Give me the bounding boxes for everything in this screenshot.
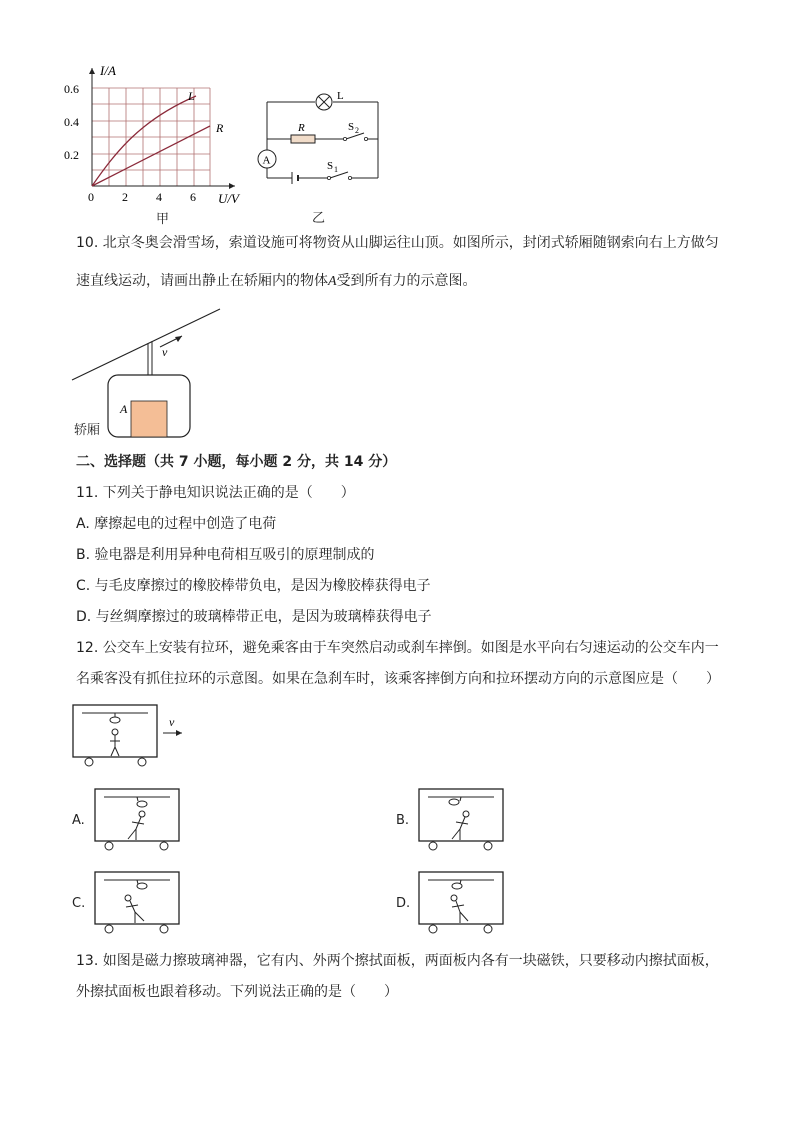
x-tick-2: 2 <box>122 190 128 204</box>
q12-line2: 名乘客没有抓住拉环的示意图。如果在急刹车时，该乘客摔倒方向和拉环摆动方向的示意图应是（ ） <box>76 671 720 687</box>
curve-L-label: L <box>188 89 195 103</box>
figure-yi-caption: 乙 <box>312 211 326 226</box>
q11-option-d: D. 与丝绸摩擦过的玻璃棒带正电，是因为玻璃棒获得电子 <box>76 609 432 625</box>
object-a-block <box>131 401 167 437</box>
lamp-label: L <box>337 90 344 102</box>
q10-figure <box>70 305 230 440</box>
x-axis-arrow <box>229 183 235 189</box>
bus-moving-right <box>70 700 190 772</box>
resistor-icon <box>291 135 315 143</box>
x-tick-6: 6 <box>190 190 196 204</box>
q12-option-c-figure[interactable] <box>92 869 184 939</box>
iu-graph <box>60 58 250 228</box>
y-tick-0.4: 0.4 <box>64 115 79 129</box>
line-R <box>92 126 210 186</box>
switch1-sub: 1 <box>334 165 338 174</box>
q11-option-c: C. 与毛皮摩擦过的橡胶棒带负电，是因为橡胶棒获得电子 <box>76 578 431 594</box>
curve-R-label: R <box>216 121 224 135</box>
q10-line2 <box>76 271 477 292</box>
ammeter-label: A <box>262 154 271 167</box>
figure-yi <box>250 84 390 228</box>
q11-stem: 11. 下列关于静电知识说法正确的是（ ） <box>76 485 355 501</box>
q10-line2-obj: A <box>328 274 337 289</box>
q12-option-a-label[interactable]: A. <box>72 813 85 828</box>
switch2-sub: 2 <box>355 126 359 135</box>
q10-line2-a: 速直线运动，请画出静止在轿厢内的物体 <box>76 273 328 289</box>
y-tick-0.6: 0.6 <box>64 82 79 96</box>
q13-line2: 外擦拭面板也跟着移动。下列说法正确的是（ ） <box>76 984 398 1000</box>
object-a-label: A <box>120 402 128 416</box>
q12-option-d-figure[interactable] <box>416 869 508 939</box>
steel-cable <box>72 309 220 380</box>
y-axis-label: I/A <box>100 63 116 78</box>
x-tick-0: 0 <box>88 190 94 204</box>
q12-line1: 12. 公交车上安装有拉环，避免乘客由于车突然启动或刹车摔倒。如图是水平向右匀速运动的公交车内一 <box>76 640 719 656</box>
figure-jia <box>60 58 250 228</box>
x-axis-label: U/V <box>218 191 239 206</box>
switch2-label: S <box>348 121 355 133</box>
x-tick-4: 4 <box>156 190 162 204</box>
bus-velocity-label: v <box>169 715 175 729</box>
figure-jia-caption: 甲 <box>156 212 170 227</box>
bus-velocity-arrow <box>176 730 182 736</box>
q12-option-b-label[interactable]: B. <box>396 813 410 828</box>
q10-line1: 10. 北京冬奥会滑雪场，索道设施可将物资从山脚运往山顶。如图所示，封闭式轿厢随钢索向右上方做匀 <box>76 235 719 251</box>
q12-option-c-label[interactable]: C. <box>72 896 86 911</box>
velocity-label: v <box>162 345 168 359</box>
cabin-label: 轿厢 <box>74 423 101 438</box>
q10-line2-b: 受到所有力的示意图。 <box>336 273 477 289</box>
section2-heading: 二、选择题（共 7 小题，每小题 2 分，共 14 分） <box>76 454 397 470</box>
switch1-label: S <box>327 160 334 172</box>
resistor-label: R <box>298 122 305 134</box>
q12-option-d-label[interactable]: D. <box>396 896 411 911</box>
q12-option-a-figure[interactable] <box>92 786 184 856</box>
circuit-diagram <box>250 84 390 194</box>
y-axis-arrow <box>89 68 95 74</box>
q12-main-figure <box>70 700 190 772</box>
q13-line1: 13. 如图是磁力擦玻璃神器，它有内、外两个擦拭面板，两面板内各有一块磁铁，只要移动内擦拭面板， <box>76 953 719 969</box>
y-tick-0.2: 0.2 <box>64 148 79 162</box>
q11-option-b: B. 验电器是利用异种电荷相互吸引的原理制成的 <box>76 547 375 563</box>
q12-option-b-figure[interactable] <box>416 786 508 856</box>
q11-option-a: A. 摩擦起电的过程中创造了电荷 <box>76 516 277 532</box>
